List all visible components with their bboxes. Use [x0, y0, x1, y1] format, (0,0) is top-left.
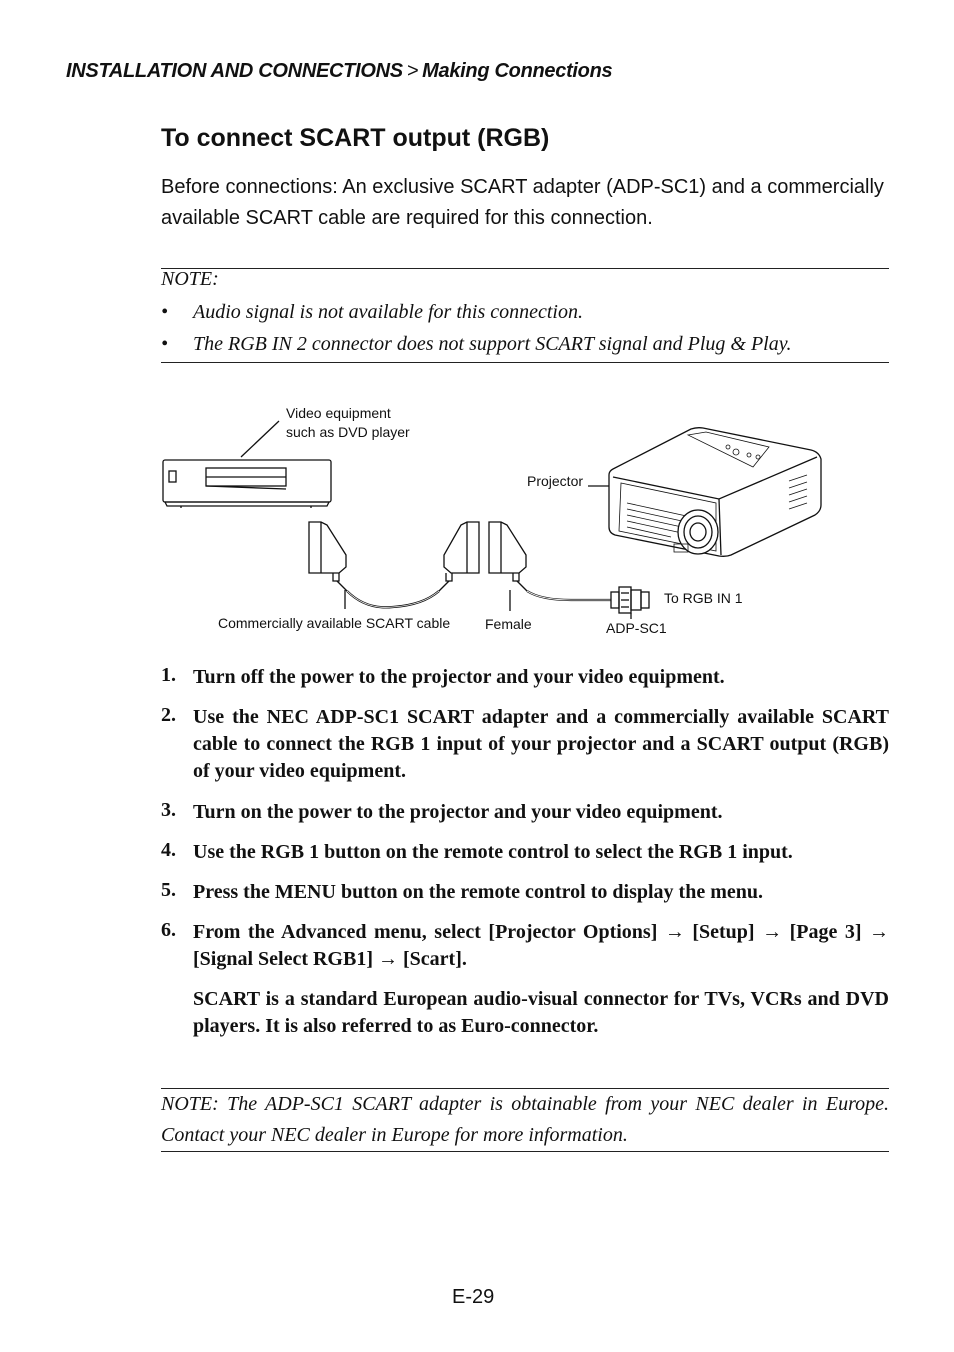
label-female: Female — [485, 616, 532, 632]
running-header — [66, 60, 612, 83]
header-separator: > — [406, 60, 419, 82]
step-text: Use the RGB 1 button on the remote control to select the RGB 1 input. — [193, 841, 793, 863]
projector-icon — [609, 428, 821, 557]
note-bullet: • — [161, 333, 169, 355]
footnote-bottom-rule — [161, 1151, 889, 1152]
label-to-rgb-in: To RGB IN 1 — [664, 590, 743, 606]
connection-diagram — [161, 395, 889, 645]
step-number: 4. — [161, 839, 176, 861]
scart-plug-left-icon — [309, 522, 347, 591]
page-number: E-29 — [452, 1286, 495, 1308]
connection-diagram-drawing — [161, 395, 889, 645]
step-number: 2. — [161, 704, 176, 726]
dvd-player-icon — [163, 460, 331, 508]
page-title: To connect SCART output (RGB) — [161, 124, 550, 152]
step-text: Turn on the power to the projector and your video equipment. — [193, 801, 723, 823]
intro-paragraph: Before connections: An exclusive SCART adapter (ADP-SC1) and a commercially available SCART cable are required for this connection. — [161, 176, 884, 229]
step-text: Turn off the power to the projector and your video equipment. — [193, 666, 725, 688]
label-projector: Projector — [527, 473, 584, 489]
footnote: NOTE: The ADP-SC1 SCART adapter is obtainable from your NEC dealer in Europe. Contact your NEC dealer in Europe for more information. — [161, 1093, 889, 1146]
step-text: Press the MENU button on the remote control to display the menu. — [193, 881, 763, 903]
note-bottom-rule — [161, 362, 889, 363]
scart-description: SCART is a standard European audio-visual connector for TVs, VCRs and DVD players. It is also referred to as Euro-connector. — [193, 988, 889, 1037]
step-number: 1. — [161, 664, 176, 686]
note-item: The RGB IN 2 connector does not support SCART signal and Plug & Play. — [193, 333, 792, 355]
vga-connector-icon — [611, 587, 649, 613]
header-subsection: Making Connections — [422, 60, 613, 82]
scart-plug-right-icon — [439, 522, 479, 591]
note-bullet: • — [161, 301, 169, 323]
note-top-rule — [161, 268, 889, 269]
header-section: INSTALLATION AND CONNECTIONS — [66, 60, 403, 82]
label-video-equipment: Video equipment — [286, 405, 391, 421]
step-text: Use the NEC ADP-SC1 SCART adapter and a commercially available SCART cable to connect the RGB 1 input of your projector and a SCART output (RGB) of your video equipment. — [193, 706, 889, 782]
label-video-equipment-2: such as DVD player — [286, 424, 410, 440]
scart-female-adapter-icon — [489, 522, 527, 591]
note-item: Audio signal is not available for this connection. — [193, 301, 583, 323]
note-label: NOTE: — [161, 268, 219, 290]
step-number: 3. — [161, 799, 176, 821]
label-scart-cable: Commercially available SCART cable — [218, 615, 451, 631]
label-adp-sc1: ADP-SC1 — [606, 620, 667, 636]
step-number: 5. — [161, 879, 176, 901]
step-text: From the Advanced menu, select [Projector Options] → [Setup] → [Page 3] → [Signal Select RGB1] → [Scart]. — [193, 921, 889, 970]
step-number: 6. — [161, 919, 176, 941]
